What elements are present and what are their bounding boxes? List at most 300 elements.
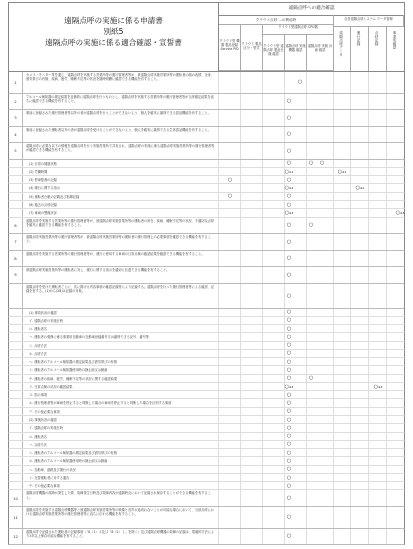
- row-number: [9, 317, 23, 324]
- table-column-line: [306, 424, 307, 431]
- table-column-line: [368, 424, 369, 431]
- table-column-line: [262, 391, 263, 398]
- table-column-line: [262, 350, 263, 357]
- row-requirement-text: ル. 運行管理者等が車両を停止すると判断した場合の車両を停止すると判断した場合を区別する事項: [23, 399, 219, 406]
- table-column-line: [368, 72, 369, 93]
- table-column-line: [262, 399, 263, 406]
- compliance-mark-symbol: ○: [286, 391, 292, 398]
- row-requirement-text: (2) 事後状況の確認: [23, 416, 219, 423]
- table-column-line: [240, 449, 241, 456]
- document-header: [8, 2, 405, 72]
- table-column-line: [218, 193, 219, 200]
- table-column-line: [284, 176, 285, 183]
- table-column-line: [368, 375, 369, 382]
- table-column-line: [240, 317, 241, 324]
- table-column-line: [350, 399, 351, 406]
- compliance-mark-symbol: ○: [286, 433, 292, 440]
- table-column-line: [218, 441, 219, 448]
- col-header-b: クラウド 製品区分・型式: [241, 25, 263, 71]
- table-column-line: [218, 408, 219, 415]
- table-column-line: [350, 209, 351, 216]
- compliance-mark-note: ※1: [288, 169, 294, 174]
- table-column-line: [333, 267, 334, 283]
- table-column-line: [284, 333, 285, 340]
- table-column-line: [306, 234, 307, 250]
- table-column-line: [218, 184, 219, 191]
- row-requirement-text: (5) 運転者台帳の記載及び指導記録: [23, 193, 219, 200]
- table-column-line: [240, 218, 241, 234]
- table-column-line: [386, 474, 387, 481]
- table-column-line: [240, 466, 241, 473]
- row-requirement-text: ニ. 運転者のアルコール検知器の測定結果及び酒気帯びの有無: [23, 449, 219, 456]
- table-column-line: [386, 366, 387, 373]
- table-column-line: [350, 168, 351, 175]
- table-column-line: [350, 433, 351, 440]
- table-column-line: [368, 457, 369, 464]
- table-column-line: [386, 342, 387, 349]
- table-row: [8, 143, 405, 160]
- compliance-mark: [287, 177, 291, 183]
- table-column-line: [306, 251, 307, 267]
- table-column-line: [306, 457, 307, 464]
- compliance-mark: [287, 239, 291, 245]
- table-column-line: [262, 342, 263, 349]
- compliance-mark: [228, 177, 232, 183]
- compliance-mark: [285, 169, 294, 175]
- compliance-mark: [287, 458, 291, 464]
- table-column-line: [262, 325, 263, 332]
- table-column-line: [368, 284, 369, 308]
- col-header-c: クラウド型 遠隔点呼 製品仕様 確認: [263, 35, 285, 71]
- table-row: [8, 383, 405, 391]
- table-column-line: [284, 391, 285, 398]
- table-column-line: [350, 342, 351, 349]
- table-column-line: [306, 383, 307, 390]
- group-header-cloud: クラウド点呼 ...の利用時: [219, 15, 334, 25]
- table-column-line: [218, 209, 219, 216]
- table-column-line: [333, 424, 334, 431]
- compliance-mark-symbol: ○: [286, 255, 292, 262]
- row-number: [9, 358, 23, 365]
- row-requirement-text: イ. 遠隔点呼の実施日時: [23, 424, 219, 431]
- compliance-mark-symbol: ○: [286, 416, 292, 423]
- table-column-line: [386, 482, 387, 489]
- compliance-mark-symbol: ○: [286, 238, 292, 245]
- table-column-line: [333, 408, 334, 415]
- compliance-mark-note: ※3: [288, 210, 294, 215]
- table-row: [8, 529, 405, 546]
- compliance-mark: [287, 533, 291, 539]
- compliance-mark-symbol: ○: [308, 222, 314, 229]
- title-line-3: 遠隔点呼の実施に係る適合確認・宣誓書: [45, 38, 182, 47]
- table-column-line: [386, 218, 387, 234]
- table-column-line: [306, 72, 307, 93]
- table-column-line: [240, 176, 241, 183]
- table-column-line: [306, 482, 307, 489]
- table-column-line: [262, 168, 263, 175]
- compliance-mark-note: ※1: [341, 169, 347, 174]
- row-requirement-text: ロ. 運転者名: [23, 325, 219, 332]
- table-column-line: [218, 201, 219, 208]
- table-column-line: [306, 94, 307, 110]
- row-requirement-text: 事前に登録された運転者以外の者が遠隔点呼を受けることができないよう、個人を確実に識別できる生体認証機能を有すること。: [23, 127, 219, 143]
- row-requirement-text: ヘ. 運転者のアルコール検知器の測定結果及び酒気帯びの有無: [23, 358, 219, 365]
- table-column-line: [218, 110, 219, 126]
- table-column-line: [240, 383, 241, 390]
- table-column-line: [350, 234, 351, 250]
- table-column-line: [368, 251, 369, 267]
- row-requirement-text: (4) 運行に関する指示: [23, 184, 219, 191]
- table-column-line: [218, 325, 219, 332]
- table-column-line: [350, 72, 351, 93]
- row-number: 2: [9, 94, 23, 110]
- table-column-line: [262, 143, 263, 159]
- compliance-mark-symbol: ○: [286, 271, 292, 278]
- table-column-line: [262, 416, 263, 423]
- table-column-line: [240, 482, 241, 489]
- compliance-mark: [287, 425, 291, 431]
- table-column-line: [218, 449, 219, 456]
- table-column-line: [240, 325, 241, 332]
- compliance-mark: [287, 441, 291, 447]
- table-column-line: [306, 366, 307, 373]
- table-column-line: [350, 325, 351, 332]
- compliance-mark-symbol: ○: [286, 333, 292, 340]
- table-column-line: [333, 441, 334, 448]
- table-column-line: [350, 333, 351, 340]
- row-number: [9, 350, 23, 357]
- table-column-line: [262, 441, 263, 448]
- row-requirement-text: 事前に登録された運行管理者等以外の者が遠隔点呼を行うことができないよう、個人を確実に識別できる認証機能を有すること。: [23, 110, 219, 126]
- row-number: [9, 209, 23, 216]
- table-column-line: [262, 176, 263, 183]
- table-column-line: [240, 441, 241, 448]
- compliance-mark-symbol: ○: [284, 168, 289, 175]
- table-column-line: [333, 284, 334, 308]
- table-row: [8, 433, 405, 441]
- compliance-mark-symbol: ○: [286, 114, 292, 121]
- compliance-mark-symbol: ○: [284, 209, 289, 216]
- table-row: [8, 350, 405, 358]
- row-number: [9, 184, 23, 191]
- table-column-line: [306, 110, 307, 126]
- col-header-e: 遠隔点呼 実施 計画 確認: [307, 35, 334, 71]
- row-requirement-text: (3) 停車監督の記録: [23, 176, 219, 183]
- table-column-line: [350, 143, 351, 159]
- title-box: [9, 3, 219, 71]
- table-column-line: [284, 441, 285, 448]
- row-requirement-text: チ. その他必要な事項: [23, 482, 219, 489]
- table-row: [8, 399, 405, 407]
- table-column-line: [262, 457, 263, 464]
- table-column-line: [333, 143, 334, 159]
- table-row: [8, 218, 405, 235]
- table-column-line: [386, 251, 387, 267]
- table-row: [8, 474, 405, 482]
- table-column-line: [262, 284, 263, 308]
- table-column-line: [218, 507, 219, 528]
- row-number: 9: [9, 267, 23, 283]
- row-number: [9, 333, 23, 340]
- table-column-line: [284, 267, 285, 283]
- table-column-line: [368, 333, 369, 340]
- compliance-mark-symbol: ○: [297, 79, 303, 86]
- table-column-line: [240, 399, 241, 406]
- table-column-line: [386, 457, 387, 464]
- table-column-line: [386, 110, 387, 126]
- table-column-line: [350, 408, 351, 415]
- compliance-mark-symbol: ○: [308, 160, 314, 167]
- table-column-line: [333, 201, 334, 208]
- row-number: [9, 325, 23, 332]
- table-column-line: [350, 317, 351, 324]
- table-column-line: [284, 408, 285, 415]
- table-column-line: [306, 218, 307, 234]
- table-column-line: [262, 160, 263, 167]
- compliance-mark-symbol: ○: [286, 176, 292, 183]
- compliance-mark-note: ※4: [377, 384, 383, 389]
- table-column-line: [350, 529, 351, 545]
- table-column-line: [284, 325, 285, 332]
- table-column-line: [240, 127, 241, 143]
- compliance-mark: [356, 185, 365, 191]
- table-column-line: [368, 507, 369, 528]
- table-column-line: [350, 218, 351, 234]
- row-number: [9, 408, 23, 415]
- row-requirement-text: アルコール検知器の測定結果を自動的に遠隔点呼を行うものとし、遠隔点呼を実施する営業所等の運行管理者等が当該測定結果を直ちに確認できる機能を有すること。: [23, 94, 219, 110]
- table-column-line: [306, 267, 307, 283]
- table-column-line: [333, 416, 334, 423]
- compliance-mark-symbol: ○: [286, 408, 292, 415]
- table-column-line: [350, 350, 351, 357]
- table-column-line: [386, 507, 387, 528]
- table-column-line: [386, 358, 387, 365]
- table-row: [8, 333, 405, 341]
- table-column-line: [368, 474, 369, 481]
- table-column-line: [240, 284, 241, 308]
- table-row: [8, 267, 405, 284]
- table-column-line: [350, 466, 351, 473]
- table-column-line: [350, 457, 351, 464]
- row-requirement-text: 遠隔点呼に必要な以下の情報を遠隔点呼を行う実施営業所で共有され、遠隔点呼の実施に係る遠隔点呼実施営業所等の運行管理者等が確認できる機能を有すること。: [23, 143, 219, 159]
- compliance-mark-symbol: ○: [284, 185, 289, 192]
- compliance-mark: [285, 384, 294, 390]
- table-row: [8, 317, 405, 325]
- table-column-line: [368, 184, 369, 191]
- table-column-line: [218, 416, 219, 423]
- compliance-mark: [287, 342, 291, 348]
- table-column-line: [386, 309, 387, 316]
- row-number: 11: [9, 507, 23, 528]
- table-column-line: [284, 193, 285, 200]
- table-column-line: [284, 358, 285, 365]
- table-column-line: [218, 168, 219, 175]
- row-number: [9, 201, 23, 208]
- col-header-j: 事業所確認: [393, 31, 397, 49]
- table-column-line: [306, 160, 307, 167]
- table-column-line: [240, 201, 241, 208]
- table-column-line: [386, 399, 387, 406]
- row-number: 8: [9, 251, 23, 267]
- table-column-line: [262, 383, 263, 390]
- compliance-mark-symbol: ○: [284, 383, 289, 390]
- table-column-line: [333, 350, 334, 357]
- table-column-line: [368, 358, 369, 365]
- table-row: [8, 408, 405, 416]
- table-column-line: [240, 333, 241, 340]
- table-column-line: [386, 184, 387, 191]
- row-number: [9, 416, 23, 423]
- compliance-mark-symbol: ○: [286, 222, 292, 229]
- table-column-line: [284, 342, 285, 349]
- table-column-line: [284, 309, 285, 316]
- compliance-mark-symbol: ○: [286, 533, 292, 540]
- row-requirement-text: 被遠隔点呼実施営業所等の運転者に対し、運行に関する指示を適切に伝達できる機能を有すること。: [23, 267, 219, 283]
- table-column-line: [306, 507, 307, 528]
- compliance-mark-symbol: ○: [286, 350, 292, 357]
- table-column-line: [262, 333, 263, 340]
- group-header-top: 遠隔点呼への適合確認: [219, 3, 404, 16]
- row-number: 12: [9, 529, 23, 545]
- table-column-line: [218, 94, 219, 110]
- table-column-line: [350, 441, 351, 448]
- table-column-line: [386, 375, 387, 382]
- table-column-line: [350, 375, 351, 382]
- compliance-mark: [298, 79, 302, 85]
- table-column-line: [306, 317, 307, 324]
- table-row: [8, 366, 405, 374]
- table-column-line: [218, 383, 219, 390]
- compliance-mark: [287, 326, 291, 332]
- compliance-mark-symbol: ○: [286, 441, 292, 448]
- row-requirement-text: ヲ. その他必要な事項: [23, 408, 219, 415]
- table-column-line: [333, 325, 334, 332]
- table-column-line: [368, 218, 369, 234]
- table-column-line: [386, 284, 387, 308]
- table-column-line: [284, 466, 285, 473]
- table-row: [8, 201, 405, 209]
- table-column-line: [306, 284, 307, 308]
- table-row: [8, 72, 405, 94]
- table-column-line: [262, 375, 263, 382]
- compliance-mark-symbol: ○: [286, 400, 292, 407]
- table-column-line: [306, 408, 307, 415]
- compliance-mark: [287, 483, 291, 489]
- table-column-line: [240, 193, 241, 200]
- table-column-line: [386, 201, 387, 208]
- column-header-group: [219, 3, 404, 71]
- table-column-line: [306, 416, 307, 423]
- compliance-mark: [287, 417, 291, 423]
- table-column-line: [333, 251, 334, 267]
- table-column-line: [218, 375, 219, 382]
- row-requirement-text: (7) 車両の整備状況: [23, 209, 219, 216]
- table-column-line: [333, 449, 334, 456]
- row-number: [9, 433, 23, 440]
- table-column-line: [350, 474, 351, 481]
- table-column-line: [350, 482, 351, 489]
- compliance-mark: [228, 193, 232, 199]
- table-column-line: [368, 201, 369, 208]
- compliance-mark: [309, 375, 313, 381]
- table-column-line: [386, 72, 387, 93]
- table-column-line: [350, 284, 351, 308]
- table-row: [8, 184, 405, 192]
- table-column-line: [240, 474, 241, 481]
- row-number: 4: [9, 127, 23, 143]
- table-column-line: [333, 209, 334, 216]
- table-row: [8, 309, 405, 317]
- table-column-line: [350, 507, 351, 528]
- table-column-line: [386, 441, 387, 448]
- table-column-line: [262, 424, 263, 431]
- row-requirement-text: ヘ. 自動車、道路及び運行の状況: [23, 466, 219, 473]
- table-row: [8, 325, 405, 333]
- table-column-line: [284, 457, 285, 464]
- title-line-1: 遠隔点呼の実施に係る申請書: [64, 16, 163, 25]
- table-column-line: [306, 490, 307, 506]
- table-column-line: [368, 267, 369, 283]
- compliance-mark-symbol: ○: [308, 375, 314, 382]
- table-column-line: [386, 325, 387, 332]
- compliance-mark-note: ※2: [359, 186, 365, 191]
- table-column-line: [306, 441, 307, 448]
- row-number: [9, 457, 23, 464]
- table-column-line: [240, 234, 241, 250]
- row-number: [9, 193, 23, 200]
- table-column-line: [368, 490, 369, 506]
- table-column-line: [218, 433, 219, 440]
- table-column-line: [350, 267, 351, 283]
- table-column-line: [306, 333, 307, 340]
- table-row: [8, 94, 405, 111]
- table-column-line: [386, 350, 387, 357]
- table-column-line: [350, 251, 351, 267]
- compliance-mark-symbol: ○: [227, 176, 233, 183]
- compliance-mark: [287, 202, 291, 208]
- table-column-line: [368, 143, 369, 159]
- table-column-line: [368, 408, 369, 415]
- table-column-line: [333, 234, 334, 250]
- table-column-line: [262, 209, 263, 216]
- table-column-line: [284, 251, 285, 267]
- row-requirement-text: (2) 労働時間: [23, 168, 219, 175]
- table-column-line: [333, 94, 334, 110]
- table-column-line: [262, 267, 263, 283]
- table-column-line: [262, 366, 263, 373]
- table-column-line: [240, 366, 241, 373]
- table-column-line: [218, 474, 219, 481]
- row-number: [9, 441, 23, 448]
- table-column-line: [333, 309, 334, 316]
- compliance-mark: [287, 317, 291, 323]
- table-column-line: [333, 342, 334, 349]
- row-requirement-text: カメラ・モニター等を通じ、遠隔点呼を実施する営業所等の運行管理者等が、被遠隔点呼実施営業所等の運転者の顔の表情、全身、酒気帯びの有無、疾病、疲労、睡眠不足等の状況を随時明瞭に確認できる機能を有すること。: [23, 72, 219, 93]
- table-column-line: [368, 342, 369, 349]
- row-requirement-text: 遠隔点呼実施営業所等の運行管理者等が、被遠隔点呼実施営業所等の運転者の運行管理上の必要事項を確認できる機能を有すること。: [23, 234, 219, 250]
- compliance-mark-symbol: ○: [286, 98, 292, 105]
- table-column-line: [306, 466, 307, 473]
- compliance-mark-symbol: ○: [286, 482, 292, 489]
- compliance-mark: [287, 475, 291, 481]
- table-column-line: [368, 325, 369, 332]
- table-column-line: [368, 234, 369, 250]
- table-column-line: [306, 193, 307, 200]
- table-column-line: [333, 193, 334, 200]
- row-requirement-text: イ. 遠隔点呼の実施日時: [23, 317, 219, 324]
- compliance-mark-symbol: ○: [373, 383, 378, 390]
- table-column-line: [262, 507, 263, 528]
